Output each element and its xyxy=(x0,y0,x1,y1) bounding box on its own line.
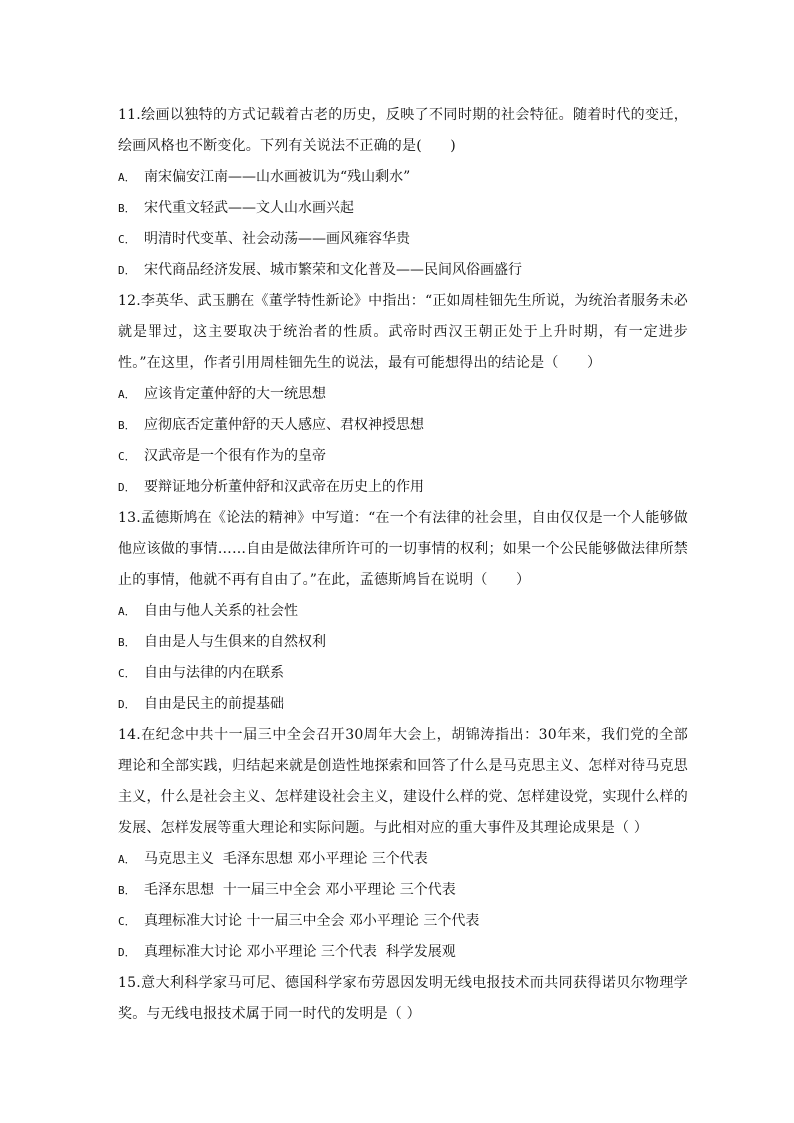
option-text: 宋代重文轻武——文人山水画兴起 xyxy=(144,200,354,216)
option-letter: B． xyxy=(118,202,136,215)
option-text: 马克思主义 毛泽东思想 邓小平理论 三个代表 xyxy=(144,851,428,867)
question-15 xyxy=(118,968,688,1030)
question-stem: 11.绘画以独特的方式记载着古老的历史，反映了不同时期的社会特征。随着时代的变迁，绘画风格也不断变化。下列有关说法不正确的是( ) xyxy=(118,107,688,154)
option-c[interactable] xyxy=(118,224,688,255)
question-11 xyxy=(118,100,688,286)
option-text: 宋代商品经济发展、城市繁荣和文化普及——民间风俗画盛行 xyxy=(144,262,522,278)
option-letter: C． xyxy=(118,915,136,928)
option-text: 真理标准大讨论 十一届三中全会 邓小平理论 三个代表 xyxy=(144,913,480,929)
option-letter: C． xyxy=(118,450,136,463)
option-text: 自由与他人关系的社会性 xyxy=(144,603,298,619)
option-a[interactable] xyxy=(118,379,688,410)
option-text: 要辩证地分析董仲舒和汉武帝在历史上的作用 xyxy=(144,479,424,495)
question-12 xyxy=(118,286,688,503)
option-c[interactable] xyxy=(118,658,688,689)
exam-page xyxy=(118,100,688,1030)
option-a[interactable] xyxy=(118,844,688,875)
option-c[interactable] xyxy=(118,906,688,937)
option-letter: D． xyxy=(118,698,136,711)
option-letter: B． xyxy=(118,636,136,649)
option-text: 南宋偏安江南——山水画被讥为“残山剩水” xyxy=(144,169,411,185)
option-letter: C． xyxy=(118,233,136,246)
option-a[interactable] xyxy=(118,596,688,627)
option-letter: A． xyxy=(118,171,136,184)
option-text: 自由是人与生俱来的自然权利 xyxy=(144,634,326,650)
option-b[interactable] xyxy=(118,193,688,224)
option-b[interactable] xyxy=(118,410,688,441)
option-d[interactable] xyxy=(118,937,688,968)
option-text: 毛泽东思想 十一届三中全会 邓小平理论 三个代表 xyxy=(144,882,456,898)
question-stem: 15.意大利科学家马可尼、德国科学家布劳恩因发明无线电报技术而共同获得诺贝尔物理学奖。与无线电报技术属于同一时代的发明是（ ） xyxy=(118,975,688,1022)
question-stem: 13.孟德斯鸠在《论法的精神》中写道：“在一个有法律的社会里，自由仅仅是一个人能够做他应该做的事情……自由是做法律所许可的一切事情的权利；如果一个公民能够做法律所禁止的事情，他就不再有自由了。”在此，孟德斯鸠旨在说明（ ） xyxy=(118,510,688,588)
option-letter: D． xyxy=(118,946,136,959)
option-text: 明清时代变革、社会动荡——画风雍容华贵 xyxy=(144,231,410,247)
option-c[interactable] xyxy=(118,441,688,472)
option-text: 汉武帝是一个很有作为的皇帝 xyxy=(144,448,326,464)
option-letter: B． xyxy=(118,884,136,897)
option-d[interactable] xyxy=(118,472,688,503)
option-letter: D． xyxy=(118,481,136,494)
option-b[interactable] xyxy=(118,875,688,906)
option-letter: A． xyxy=(118,605,136,618)
option-letter: A． xyxy=(118,388,136,401)
option-a[interactable] xyxy=(118,162,688,193)
option-letter: A． xyxy=(118,853,136,866)
option-d[interactable] xyxy=(118,689,688,720)
option-letter: D． xyxy=(118,264,136,277)
question-stem: 12.李英华、武玉鹏在《董学特性新论》中指出：“正如周桂钿先生所说，为统治者服务未必就是罪过，这主要取决于统治者的性质。武帝时西汉王朝正处于上升时期，有一定进步性。”在这里，作者引用周桂钿先生的说法，最有可能想得出的结论是（ ） xyxy=(118,293,688,371)
question-stem: 14.在纪念中共十一届三中全会召开30周年大会上，胡锦涛指出：30年来，我们党的全部理论和全部实践，归结起来就是创造性地探索和回答了什么是马克思主义、怎样对待马克思主义，什么是社会主义、怎样建设社会主义，建设什么样的党、怎样建设党，实现什么样的发展、怎样发展等重大理论和实际问题。与此相对应的重大事件及其理论成果是（ ） xyxy=(118,727,688,836)
option-text: 应彻底否定董仲舒的天人感应、君权神授思想 xyxy=(144,417,424,433)
question-13 xyxy=(118,503,688,720)
option-b[interactable] xyxy=(118,627,688,658)
option-text: 真理标准大讨论 邓小平理论 三个代表 科学发展观 xyxy=(144,944,456,960)
option-d[interactable] xyxy=(118,255,688,286)
option-text: 自由与法律的内在联系 xyxy=(144,665,284,681)
option-letter: C． xyxy=(118,667,136,680)
option-text: 应该肯定董仲舒的大一统思想 xyxy=(144,386,326,402)
question-14 xyxy=(118,720,688,968)
option-letter: B． xyxy=(118,419,136,432)
option-text: 自由是民主的前提基础 xyxy=(144,696,284,712)
